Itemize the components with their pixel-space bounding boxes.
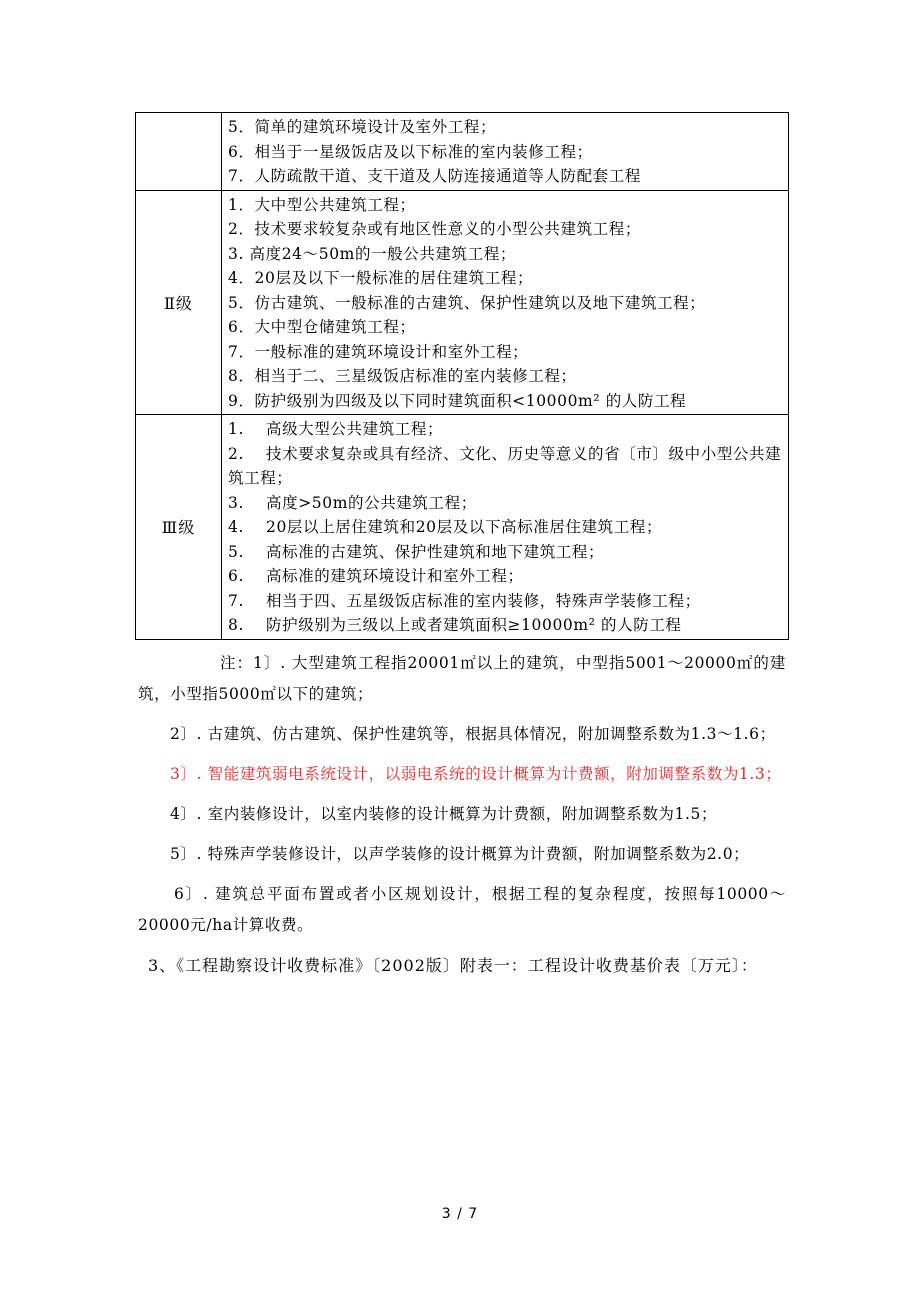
grade-cell	[136, 113, 222, 191]
note-1: 注：1〕. 大型建筑工程指20001㎡以上的建筑，中型指5001～20000㎡的建筑，小型指5000㎡以下的建筑；	[138, 654, 786, 703]
grade-classification-table	[135, 112, 789, 640]
item-number: 7.	[228, 591, 244, 610]
item-text: 相当于四、五星级饭店标准的室内装修，特殊声学装修工程；	[266, 591, 701, 610]
item-text: 高标准的古建筑、保护性建筑和地下建筑工程；	[266, 542, 605, 561]
note-5: 5〕. 特殊声学装修设计，以声学装修的设计概算为计费额，附加调整系数为2.0；	[170, 845, 750, 863]
item-number: 4.	[228, 518, 244, 536]
item-text: 高度>50m的公共建筑工程；	[266, 493, 477, 512]
item-number: 3.	[228, 493, 244, 512]
item-text: 技术要求复杂或具有经济、文化、历史等意义的省〔市〕级中小型公共建筑工程；	[228, 444, 782, 487]
list-item: 5．仿古建筑、一般标准的古建筑、保护性建筑以及地下建筑工程；	[228, 293, 706, 312]
list-item: 6．相当于一星级饭店及以下标准的室内装修工程；	[228, 142, 593, 161]
note-6: 6〕. 建筑总平面布置或者小区规划设计，根据工程的复杂程度，按照每10000～20000元/ha计算收费。	[138, 885, 786, 934]
item-text: 防护级别为三级以上或者建筑面积≥10000m² 的人防工程	[266, 616, 682, 634]
item-text: 高级大型公共建筑工程；	[266, 420, 444, 438]
list-item: 2．技术要求较复杂或有地区性意义的小型公共建筑工程；	[228, 220, 641, 238]
section-3-heading: 3、《工程勘察设计收费标准》〔2002版〕附表一：工程设计收费基价表〔万元〕：	[148, 956, 758, 975]
item-number: 2.	[228, 444, 244, 463]
items-cell	[222, 113, 789, 191]
table-row	[136, 190, 789, 415]
list-item: 8．相当于二、三星级饭店标准的室内装修工程；	[228, 367, 577, 385]
note-4: 4〕. 室内装修设计，以室内装修的设计概算为计费额，附加调整系数为1.5；	[170, 805, 718, 823]
item-text: 20层以上居住建筑和20层及以下高标准居住建筑工程；	[266, 518, 663, 536]
note-3-highlighted: 3〕. 智能建筑弱电系统设计，以弱电系统的设计概算为计费额，附加调整系数为1.3；	[170, 765, 782, 783]
item-number: 5.	[228, 542, 244, 561]
grade-cell: Ⅲ级	[136, 415, 222, 640]
list-item: 3. 高度24～50m的一般公共建筑工程；	[228, 244, 516, 263]
list-item: 6．大中型仓储建筑工程；	[228, 318, 416, 336]
items-cell	[222, 415, 789, 640]
table-row	[136, 113, 789, 191]
page-number: 3 / 7	[441, 1206, 479, 1222]
items-cell	[222, 190, 789, 415]
note-2: 2〕. 古建筑、仿古建筑、保护性建筑等，根据具体情况，附加调整系数为1.3～1.6；	[170, 725, 776, 743]
list-item: 4．20层及以下一般标准的居住建筑工程；	[228, 269, 534, 287]
list-item: 7．一般标准的建筑环境设计和室外工程；	[228, 342, 529, 361]
item-number: 8.	[228, 616, 244, 634]
table-row	[136, 415, 789, 640]
item-number: 1.	[228, 420, 244, 438]
list-item: 1．大中型公共建筑工程；	[228, 195, 416, 214]
list-item: 9．防护级别为四级及以下同时建筑面积<10000m² 的人防工程	[228, 391, 687, 410]
item-text: 高标准的建筑环境设计和室外工程；	[266, 567, 524, 585]
list-item: 7．人防疏散干道、支干道及人防连接通道等人防配套工程	[228, 167, 641, 185]
item-number: 6.	[228, 567, 244, 585]
notes-section	[138, 648, 786, 990]
grade-cell: Ⅱ级	[136, 190, 222, 415]
list-item: 5．简单的建筑环境设计及室外工程；	[228, 118, 497, 136]
